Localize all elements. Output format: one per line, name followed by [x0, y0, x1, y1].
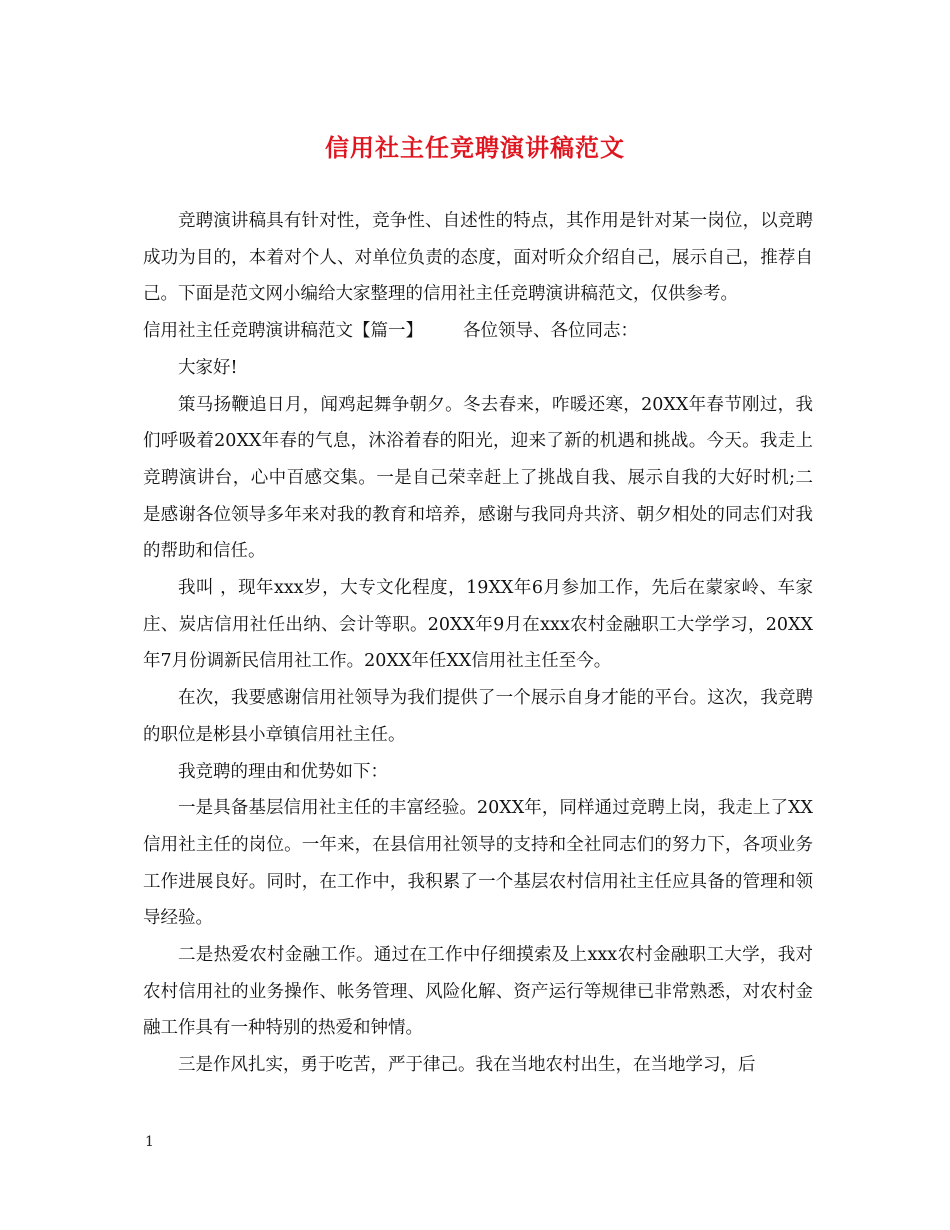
section-heading: 信用社主任竞聘演讲稿范文【篇一】 — [143, 321, 423, 342]
salutation: 各位领导、各位同志： — [463, 321, 638, 342]
intro-paragraph: 竞聘演讲稿具有针对性，竞争性、自述性的特点，其作用是针对某一岗位，以竞聘成功为目的，本着对个人、对单位负责的态度，面对听众介绍自己，展示自己，推荐自己。下面是范文网小编给大家整理的信用社主任竞聘演讲稿范文，仅供参考。 — [143, 211, 813, 305]
body-paragraph: 我竞聘的理由和优势如下： — [178, 761, 388, 782]
body-paragraph: 二是热爱农村金融工作。通过在工作中仔细摸索及上xxx农村金融职工大学，我对农村信用社的业务操作、帐务管理、风险化解、资产运行等规律已非常熟悉，对农村金融工作具有一种特别的热爱和钟情。 — [143, 945, 813, 1039]
body-paragraph: 我叫 ，现年xxx岁，大专文化程度，19XX年6月参加工作，先后在蒙家岭、车家庄、炭店信用社任出纳、会计等职。20XX年9月在xxx农村金融职工大学学习，20XX年7月份调新民信用社工作。20XX年任XX信用社主任至今。 — [143, 578, 813, 672]
body-paragraph: 一是具备基层信用社主任的丰富经验。20XX年，同样通过竞聘上岗，我走上了XX信用社主任的岗位。一年来，在县信用社领导的支持和全社同志们的努力下，各项业务工作进展良好。同时，在工作中，我积累了一个基层农村信用社主任应具备的管理和领导经验。 — [143, 798, 813, 929]
page-number: 1 — [145, 1134, 154, 1150]
greeting: 大家好! — [178, 357, 238, 378]
body-paragraph: 三是作风扎实，勇于吃苦，严于律己。我在当地农村出生，在当地学习，后 — [178, 1055, 756, 1076]
body-paragraph: 在次，我要感谢信用社领导为我们提供了一个展示自身才能的平台。这次，我竞聘的职位是彬县小章镇信用社主任。 — [143, 688, 813, 745]
section-heading-line — [143, 313, 813, 350]
body-paragraph: 策马扬鞭追日月，闻鸡起舞争朝夕。冬去春来，咋暖还寒，20XX年春节刚过，我们呼吸着20XX年春的气息，沐浴着春的阳光，迎来了新的机遇和挑战。今天。我走上竞聘演讲台，心中百感交集。一是自己荣幸赶上了挑战自我、展示自我的大好时机;二是感谢各位领导多年来对我的教育和培养，感谢与我同舟共济、朝夕相处的同志们对我的帮助和信任。 — [143, 394, 813, 562]
document-title: 信用社主任竞聘演讲稿范文 — [325, 133, 625, 162]
document-body — [143, 203, 813, 1084]
